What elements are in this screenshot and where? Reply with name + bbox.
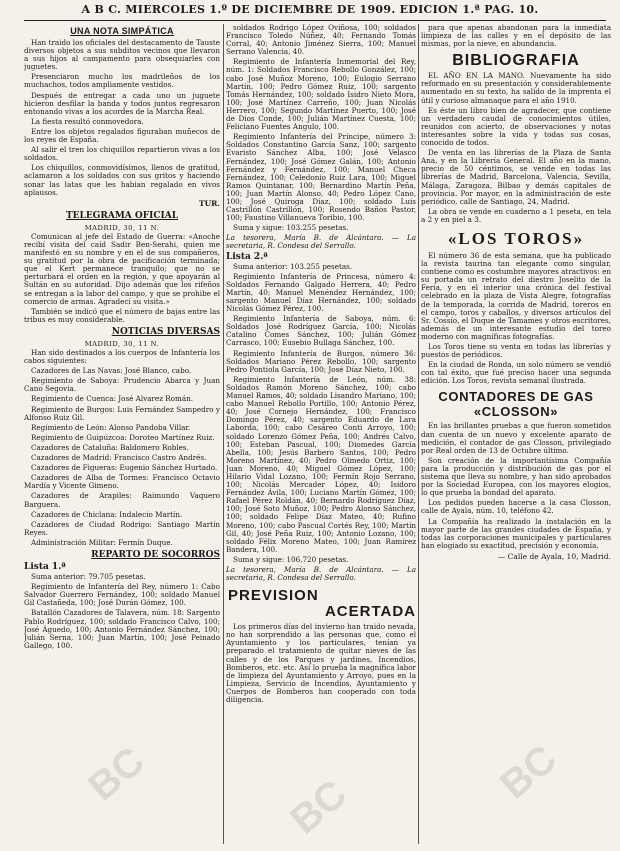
paragraph: Suma y sigue: 103.255 pesetas. xyxy=(233,223,349,233)
paragraph: soldados Rodrigo López Oviñosa, 100; soldados Francisco Toledo Núñez, 40; Fernando Tomás Corral, 40; Antonio Jiménez Sierra, 100; Manuel Serrano Valencia, 40. xyxy=(226,24,416,57)
paragraph: Entre los objetos regalados figuraban muñecos de los reyes de España. xyxy=(24,126,220,145)
heading-los-toros: «LOS TOROS» xyxy=(447,228,585,248)
paragraph: Comunican al jefe del Estado de Guerra: «Anoche recibí visita del caid Sadir Ben-Serahi, quien me manifestó en su nombre y en el de sus compañeros, su gratitud por la obra de pacificación terminada; que el Kert permanece tranquilo; que no se perturbará el orden en la región, y que apoyarán al Sultán en su autoridad. Dijo además que los rifeños se entregan a la labor del campo, y que se prohibe el comercio de armas. Agradecí su visita.» xyxy=(24,231,220,306)
paragraph: Regimiento Infantería de Saboya, núm. 6: Soldados José Rodríguez García, 100; Nicolás Catalino Comes Sánchez, 100; Julián Gómez Carrasco, 100; Eusebio Bullaga Sánchez, 100. xyxy=(226,314,416,348)
heading-bibliografia: BIBLIOGRAFIA xyxy=(452,52,580,70)
paragraph: EL AÑO EN LA MANO. Nuevamente ha sido reformado en su presentación y considerablemente aumentado en su texto, ha salido de la imprenta el útil y curioso almanaque para el año 1910. xyxy=(421,71,611,105)
paragraph: Suma y sigue: 106.720 pesetas. xyxy=(233,554,349,564)
paragraph: La fiesta resultó conmovedora. xyxy=(31,116,144,126)
paragraph: De venta en las librerías de la Plaza de Santa Ana, y en la Librería General. El año en la mano, precio de 50 céntimos, se vende en todas las librerías de Madrid, Barcelona, Valencia, Sevilla, Málaga, Zaragoza, Bilbao y demás capitales de provincia. Por mayor, en la administración de este periódico, calle de Santiago, 24, Madrid. xyxy=(421,148,611,206)
column-divider-1 xyxy=(223,24,224,844)
watermark-bc: BC xyxy=(492,736,565,808)
paragraph: Cazadores de Alba de Tormes: Francisco Octavio Mardía y Vicente Gimeno. xyxy=(24,473,220,491)
watermark-bc: BC xyxy=(282,771,355,843)
paragraph: Regimiento de Cuenca: José Alvarez Román. xyxy=(31,394,194,404)
signature: La tesorera, María B. de Alcántara. — La secretaria, R. Condesa del Serrallo. xyxy=(226,233,416,251)
paragraph: Presenciaron mucho los madrileños de los muchachos, todos ampliamente vestidos. xyxy=(24,72,220,90)
paragraph: Cazadores de Chiclana: Indalecio Martín. xyxy=(31,509,183,519)
paragraph: Administración Militar: Fermín Duque. xyxy=(31,537,173,547)
column-3 xyxy=(421,24,611,844)
column-divider-2 xyxy=(418,24,419,844)
heading-telegrama-oficial: TELEGRAMA OFICIAL xyxy=(65,210,179,221)
column-2 xyxy=(226,24,416,844)
paragraph: para que apenas abandonan para la inmediata limpieza de las calles y en el depósito de las mismas, por la nieve, en abundancia. xyxy=(421,24,611,49)
heading-closson: «CLOSSON» xyxy=(473,404,559,420)
column-1 xyxy=(24,24,220,844)
paragraph: Lista 2.ª xyxy=(226,251,268,262)
paragraph: Son creación de la importantísima Compañía para la producción y distribución de gas por el sistema que lleva su nombre, y han sido aprobados por la Sociedad Europea, con los mayores elogios, lo que prueba la bondad del aparato. xyxy=(421,455,611,498)
heading-contadores-gas: CONTADORES DE GAS xyxy=(438,389,594,405)
paragraph: Cazadores de Madrid: Francisco Castro Andrés. xyxy=(31,453,207,463)
heading-noticias-diversas: NOTICIAS DIVERSAS xyxy=(111,326,220,337)
paragraph: Los chiquillos, conmovidísimos, llenos de gratitud, aclamaron a los soldados con sus gritos y haciendo sonar las latas que les habian regalado en vivos aplausos. xyxy=(24,163,220,197)
dateline: MADRID, 30, 11 N. xyxy=(84,339,160,348)
paragraph: En la ciudad de Ronda, un solo número se vendió con tal éxito, que fué preciso hacer una segunda edición. Los Toros, revista semanal ilustrada. xyxy=(421,360,611,386)
paragraph: Cazadores de Figueras: Eugenio Sánchez Hurtado. xyxy=(31,463,218,473)
paragraph: Regimiento de Infantería del Rey, número 1: Cabo Salvador Guerrero Fernández, 100; soldado Manuel Gil Castañeda, 100; José Durán Gómez, 100. xyxy=(24,582,220,608)
page-header: A B C. MIERCOLES 1.º DE DICIEMBRE DE 1909. EDICION 1.ª PAG. 10. xyxy=(81,3,539,16)
paragraph: Regimiento de Saboya: Prudencio Abarca y Juan Cano Segovia. xyxy=(24,376,220,394)
paragraph: Después de entregar a cada uno un juguete hicieron desfilar la banda y todos juntos regresaron entonando vivas a los acordes de la Marcha Real. xyxy=(24,90,220,116)
heading-reparto-socorros: REPARTO DE SOCORROS xyxy=(91,549,220,560)
paragraph: Regimiento de Burgos: Luis Fernández Sampedro y Alfonso Ruiz Gil. xyxy=(24,404,220,422)
heading-nota-simpatica: UNA NOTA SIMPÁTICA xyxy=(70,26,174,36)
paragraph: Regimiento Infantería de Princesa, número 4: Soldados Fernando Galgado Herrera, 40; Pedro Martín, 40; Manuel Menéndez Hernández, 100; sargento Manuel Díaz Hernández, 100; soldado Nicolás Gómez Pérez, 100. xyxy=(226,271,416,314)
paragraph: Los primeros días del invierno han traido nevada, no han sorprendido a las personas que, como el Ayuntamiento y los particulares, tenían ya preparado el tratamiento de quitar nieves de las calles y de los Parques y jardines, Incendios, Bomberos, etc. etc. Así lo prueba la magnífica labor de limpieza del Ayuntamiento y Arroyo, pues en la Limpieza, Servicio de Incendios, Ayuntamiento y Cuerpos de Bomberos han cooperado con toda diligencia. xyxy=(226,622,416,705)
paragraph: Regimiento Infantería de León, núm. 38: Soldados Ramón Moreno Sánchez, 100; cabo Manuel Ramos, 40; soldado Lisandro Mariano, 100; cabo Manuel Rebollo Portillo, 100; Antonio Pérez, 40; José Cornejo Hernández, 100; Francisco Domingo Pérez, 40; sargento Eduardo de Lara Laborda, 100; cabo Cesáreo Conti Arroyo, 100; soldado Lorenzo Gómez Peña, 100; Andrés Calvo, 100; Esteban Pascual, 100; Diomedes García Abella, 100; Jesús Barbero Santos, 100; Pedro Moreno Martínez, 40; Pedro Olmedo Ortiz, 100; Juan Moreno, 40; Miguel Gómez López, 100; Hilario Vidal Lozano, 100; Fermín Rojo Serrano, 100; Nicolás Mercader López, 40; Isidoro Fernández Ávila, 100; Luciano Martín Gómez, 100; Rafael Pérez Roldán, 40; Bernardo Rodríguez Díaz, 100; José Soto Muñoz, 100; Pedro Alonso Sánchez, 100; soldado Felipe Díaz Mateo, 40; Rufino Moreno, 100; cabo Pascual Cortés Rey, 100; Martín Gil, 40; José Peña Ruiz, 100; Antonio Lozano, 100; soldado Félix Moreno Mateo, 100; Juan Ramírez Bandera, 100. xyxy=(226,374,416,554)
paragraph: Regimiento de León: Alonso Pandoba Villar. xyxy=(31,422,191,432)
paragraph: Cazadores de Arapiles: Raimundo Vaquero Barguera. xyxy=(24,491,220,509)
paragraph: Suma anterior: 103.255 pesetas. xyxy=(233,261,353,271)
paragraph: En las brillantes pruebas a que fueron sometidos dan cuenta de un nuevo y excelente aparato de medición, el contador de gas Closson, privilegiado por Real orden de 13 de Octubre último. xyxy=(421,421,611,455)
paragraph: Suma anterior: 79.705 pesetas. xyxy=(31,572,146,582)
paragraph: Al salir el tren los chiquillos repartieron vivas a los soldados. xyxy=(24,145,220,163)
paragraph: Los pedidos pueden hacerse a la casa Closson, calle de Ayala, núm. 10, teléfono 42. xyxy=(421,498,611,516)
dateline: MADRID, 30, 11 N. xyxy=(84,223,160,232)
paragraph: También se indicó que el número de bajas entre las tribus es muy considerable. xyxy=(24,306,220,324)
paragraph: Regimiento Infantería de Burgos, número 36: Soldados Mariano Pérez Rebollo, 100; sargento Pedro Pontiola García, 100; José Díaz Nieto, 100. xyxy=(226,348,416,374)
paragraph: Batallón Cazadores de Talavera, núm. 18: Sargento Pablo Rodríguez, 100; soldado Francisco Calvo, 100; José Águedo, 100; Antonio Fernández Sánchez, 100; Julián Serna, 100; Juan Martín, 100; José Peinado Gallego, 100. xyxy=(24,608,220,650)
paragraph: El número 36 de esta semana, que ha publicado la revista taurina tan elegante como singular, contiene como es costumbre mayores atractivos: en su portada un retrato del diestro Joselito de la Feria, y en el interior una crónica del festival celebrado en la plaza de Vista Alegre, fotografías de la temporada, la corrida de Madrid, toreros en el campo, toros y caballos, y diversos artículos del Sr. Cossío, el Duque de Tamames y otros escritores, además de un interesante estudio del toreo moderno con magníficas fotografías. xyxy=(421,250,611,341)
header-rule xyxy=(24,20,606,21)
signature: La tesorera, María B. de Alcántara. — La secretaria, R. Condesa del Serrallo. xyxy=(226,565,416,583)
paragraph: Han traido los oficiales del destacamento de Tauste diversos objetos a sus subditos vecinos que llevaron a sus hijos al campamento para obsequiarles con juguetes. xyxy=(24,38,220,72)
paragraph: La obra se vende en cuaderno a 1 peseta, en tela a 2 y en piel a 3. xyxy=(421,206,611,224)
heading-acertada: ACERTADA xyxy=(324,603,416,621)
signature: — Calle de Ayala, 10, Madrid. xyxy=(497,551,611,561)
paragraph: Cazadores de Las Navas: José Blanco, cabo. xyxy=(31,366,192,376)
paragraph: Los Toros tiene su venta en todas las librerías y puestos de periódicos. xyxy=(421,342,611,360)
heading-prevision: PREVISION xyxy=(228,587,319,605)
signature: TUR. xyxy=(199,198,220,208)
paragraph: Es éste un libro bien de agradecer, que contiene un verdadero caudal de conocimientos útiles, reunidos con acierto, de observaciones y notas interesantes sobre la vida y todas sus cosas, conocido de todos. xyxy=(421,105,611,148)
paragraph: Cazadores de Cataluña: Baldomero Robles. xyxy=(31,442,189,452)
paragraph: Han sido destinados a los cuerpos de Infantería los cabos siguientes: xyxy=(24,348,220,366)
paragraph: Regimiento Infantería del Príncipe, número 3: Soldados Constantino García Sanz, 100; sargento Evaristo Sánchez Alba, 100; José Velasco Fernández, 100; José Gómez Galán, 100; Antonio Fernández y Fernández, 100; Manuel Checa Fernández, 100; Celedonio Ruiz Lara, 100; Miguel Ramos Quintanar, 100; Bernardino Martín Peña, 100; Juan Martín Alonso, 40; Pedro López Cano, 100; José Quiroga Díaz, 100; soldado Luis Castrillón Castrillón, 100; Rosendo Baños Pastor, 100; Faustino Villanueva Toribio, 100. xyxy=(226,132,416,223)
paragraph: Cazadores de Ciudad Rodrigo: Santiago Martín Reyes. xyxy=(24,519,220,537)
paragraph: Lista 1.ª xyxy=(24,561,66,572)
paragraph: Regimiento de Infantería Inmemorial del Rey, núm. 1: Soldados Francisco Rebollo González, 100; cabo José Muñoz Moreno, 100; Eulogio Serrano Martín, 100; Pedro Gómez Ruiz, 100; sargento Tomás Hernández, 100; soldado Isidro Nieto Mora, 100; José Martínez Carreño, 100; Juan Nicolás Herrero, 100; Segundo Martínez Puerto, 100; José de Dios Conde, 100; Julián Martínez Cuesta, 100; Feliciano Fuentes Angulo, 100. xyxy=(226,57,416,132)
watermark-bc: BC xyxy=(80,738,153,810)
paragraph: Regimiento de Guipúzcoa: Doroteo Martínez Ruiz. xyxy=(31,432,215,442)
paragraph: La Compañía ha realizado la instalación en la mayor parte de las grandes ciudades de España, y todas las corporaciones municipales y particulares han elogiado su exactitud, precisión y economía. xyxy=(421,516,611,550)
